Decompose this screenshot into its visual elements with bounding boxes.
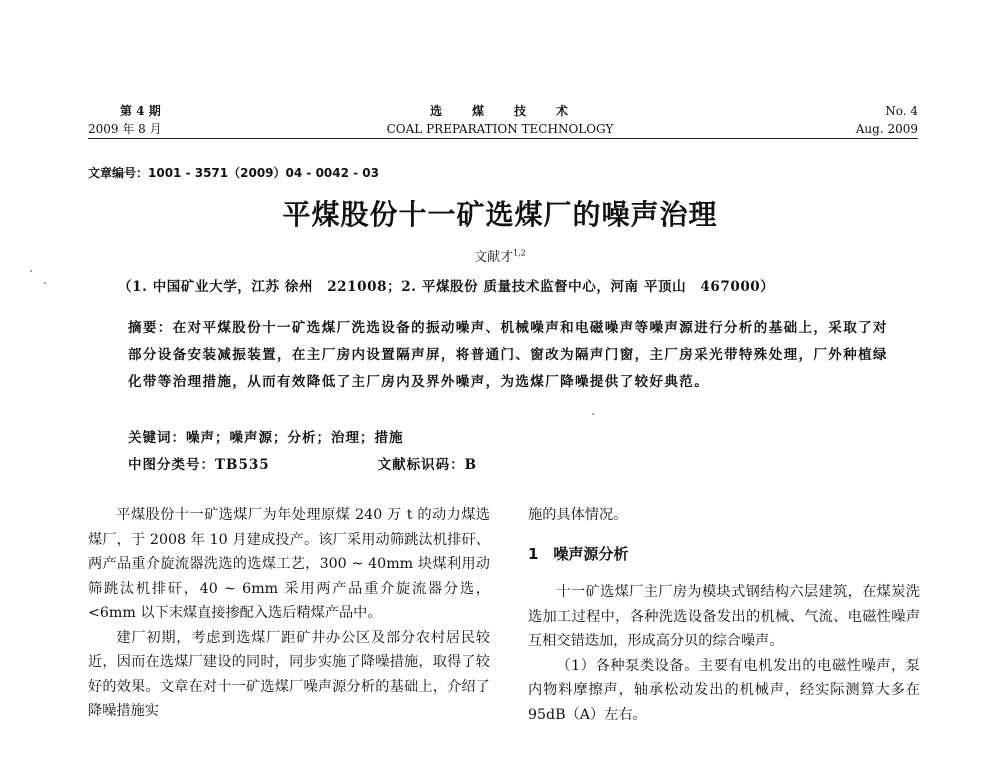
body-paragraph: 建厂初期，考虑到选煤厂距矿井办公区及部分农村居民较近，因而在选煤厂建设的同时，同步实施了降噪措施，取得了较好的效果。文章在对十一矿选煤厂噪声源分析的基础上，介绍了降噪措施实 xyxy=(88,629,490,719)
doc-code: B xyxy=(464,457,478,473)
body-paragraph-continued: 施的具体情况。 xyxy=(528,507,628,523)
class-number: TB535 xyxy=(215,457,270,473)
body-left-column xyxy=(88,503,490,724)
issue-number-en: No. 4 xyxy=(885,104,918,118)
keywords-label: 关键词： xyxy=(128,430,186,446)
scan-speck xyxy=(30,270,32,272)
article-number: 文章编号：1001 - 3571（2009）04 - 0042 - 03 xyxy=(88,166,380,180)
scan-speck xyxy=(592,413,594,415)
article-title: 平煤股份十一矿选煤厂的噪声治理 xyxy=(282,198,718,231)
author-affiliation-marks: 1,2 xyxy=(513,248,526,258)
journal-name-cn: 选 煤 技 术 xyxy=(429,104,570,118)
issue-number-cn: 第 4 期 xyxy=(120,104,161,118)
doc-code-label: 文献标识码： xyxy=(377,457,465,473)
body-paragraph: （1）各种泵类设备。主要有电机发出的电磁性噪声，泵内物料摩擦声，轴承松动发出的机械声，经实际测算大多在 95dB（A）左右。 xyxy=(528,657,920,723)
abstract-label: 摘要： xyxy=(128,320,173,336)
author-affiliations: （1. 中国矿业大学，江苏 徐州 221008；2. 平煤股份 质量技术监督中心，河南 平顶山 467000） xyxy=(118,279,775,295)
keywords xyxy=(128,426,404,446)
scan-speck xyxy=(44,282,46,284)
journal-name-en: COAL PREPARATION TECHNOLOGY xyxy=(386,122,614,136)
body-paragraph: 平煤股份十一矿选煤厂为年处理原煤 240 万 t 的动力煤选煤厂，于 2008 年 10 月建成投产。该厂采用动筛跳汰机排矸、两产品重介旋流器洗选的选煤工艺，300 ~ 40mm 块煤利用动筛跳汰机排矸，40 ~ 6mm 采用两产品重介旋流器分选，<6mm 以下末煤直接掺配入选后精煤产品中。 xyxy=(88,507,490,621)
classification xyxy=(128,453,477,473)
body-right-column xyxy=(528,503,920,727)
body-paragraph: 十一矿选煤厂主厂房为模块式钢结构六层建筑，在煤炭洗选加工过程中，各种洗选设备发出的机械、气流、电磁性噪声互相交错迭加，形成高分贝的综合噪声。 xyxy=(528,584,920,649)
author-line xyxy=(0,246,1000,265)
class-label: 中图分类号： xyxy=(128,457,215,473)
issue-date-en: Aug. 2009 xyxy=(855,122,918,136)
keywords-text: 噪声；噪声源；分析；治理；措施 xyxy=(186,430,404,446)
author-name: 文献才 xyxy=(474,250,514,265)
abstract xyxy=(128,315,888,396)
section-heading: 1 噪声源分析 xyxy=(528,544,629,563)
issue-date-cn: 2009 年 8 月 xyxy=(88,122,162,136)
header-rule xyxy=(88,138,918,139)
abstract-text: 在对平煤股份十一矿选煤厂洗选设备的振动噪声、机械噪声和电磁噪声等噪声源进行分析的基础上，采取了对部分设备安装减振装置，在主厂房内设置隔声屏，将普通门、窗改为隔声门窗，主厂房采光带特殊处理，厂外种植绿化带等治理措施，从而有效降低了主厂房内及界外噪声，为选煤厂降噪提供了较好典范。 xyxy=(128,320,888,390)
